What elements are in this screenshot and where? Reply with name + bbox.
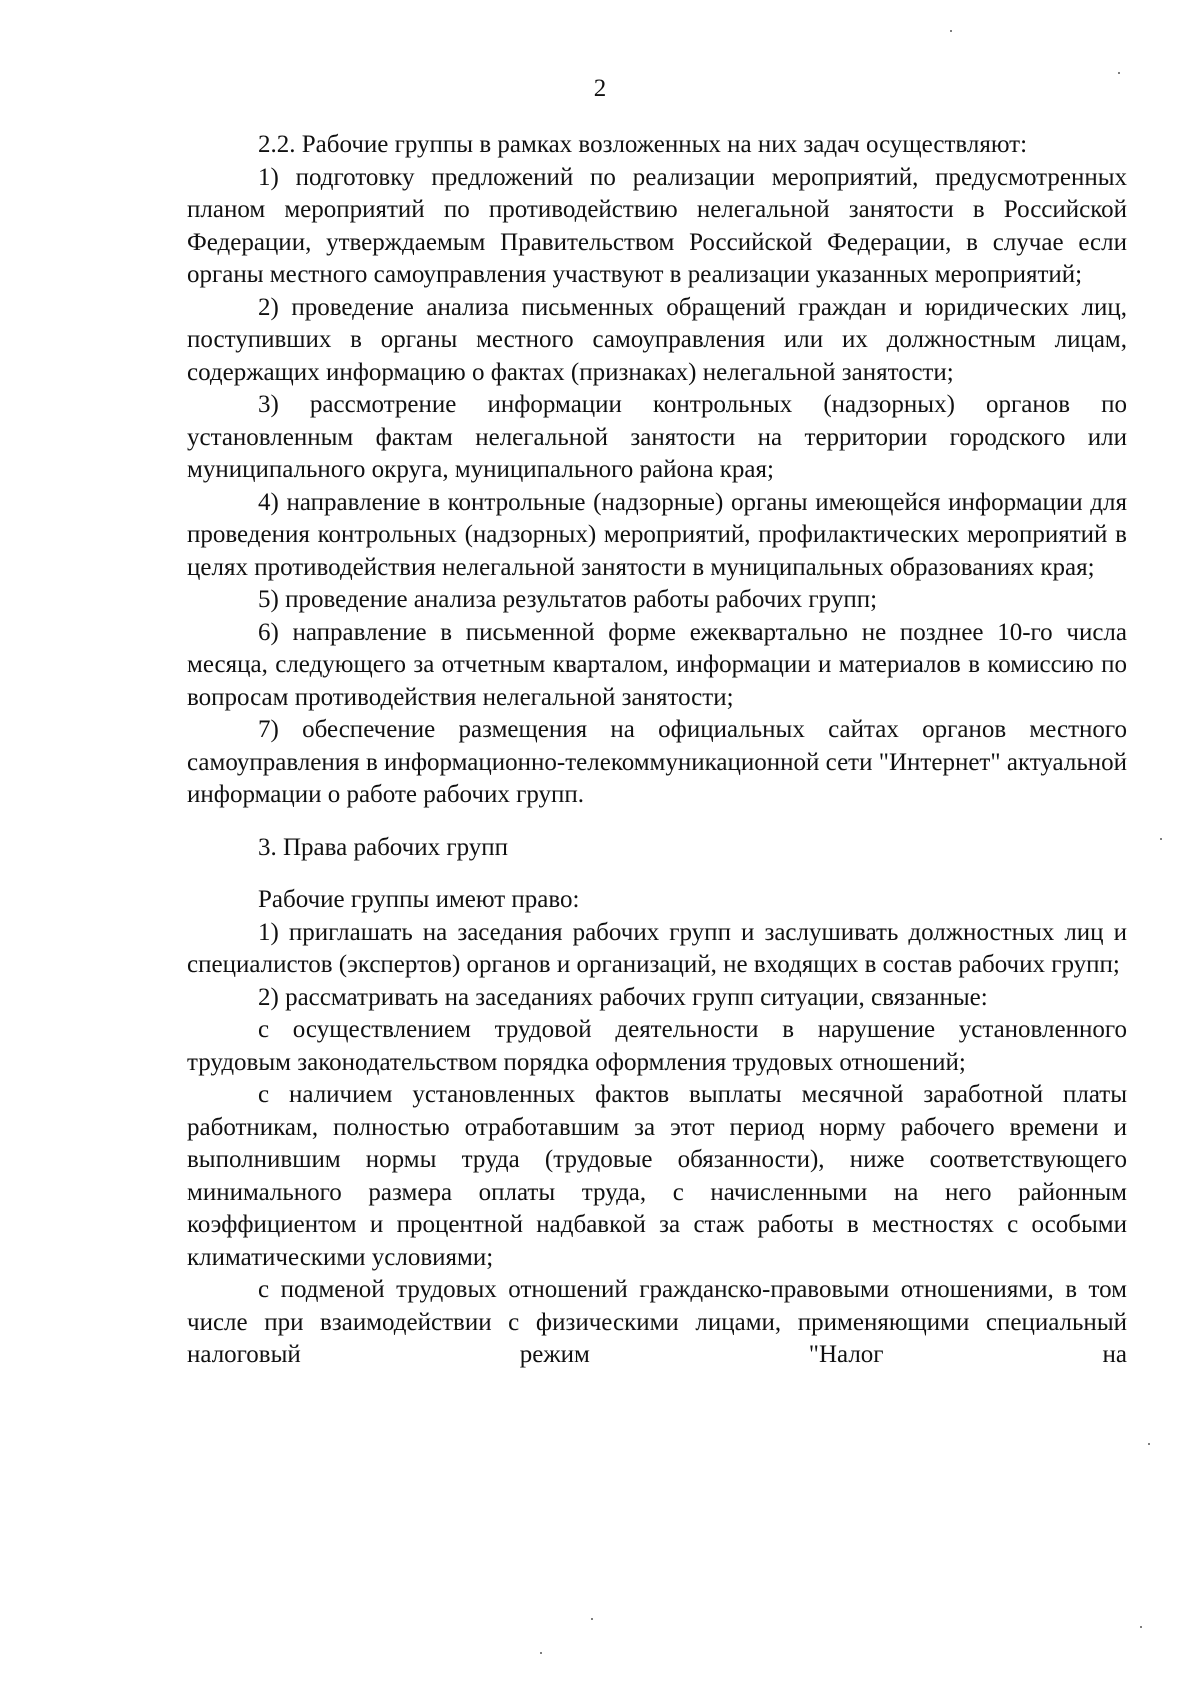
list-item-5: 5) проведение анализа результатов работы рабочих групп; <box>258 586 878 613</box>
list-item-4: 4) направление в контрольные (надзорные) органы имеющейся информации для проведения контрольных (надзорных) мероприятий, профилактических мероприятий в целях противодействия нелегальной занятости в муниципальных образованиях края; <box>187 488 1127 581</box>
page-number: 2 <box>593 75 607 102</box>
scan-speck <box>540 1652 542 1654</box>
rights-item-2: 2) рассматривать на заседаниях рабочих групп ситуации, связанные: <box>258 983 988 1011</box>
list-item-7: 7) обеспечение размещения на официальных сайтах органов местного самоуправления в информационно-телекоммуникационной сети "Интернет" актуальной информации о работе рабочих групп. <box>187 716 1127 808</box>
list-item-1: 1) подготовку предложений по реализации мероприятий, предусмотренных планом мероприятий по противодействию нелегальной занятости в Российской Федерации, утверждаемым Правительством Российской Федерации, в случае если органы местного самоуправления участвуют в реализации указанных мероприятий; <box>187 163 1127 288</box>
paragraph-2-2: 2.2. Рабочие группы в рамках возложенных на них задач осуществляют: <box>258 131 1028 158</box>
list-item-6: 6) направление в письменной форме ежеквартально не позднее 10-го числа месяца, следующего за отчетным кварталом, информации и материалов в комиссию по вопросам противодействия нелегальной занятости; <box>187 618 1127 711</box>
document-body <box>187 129 1127 1372</box>
rights-intro: Рабочие группы имеют право: <box>258 886 580 913</box>
scan-speck <box>1148 1443 1150 1445</box>
section-heading: 3. Права рабочих групп <box>258 833 509 861</box>
rights-subitem-1: с осуществлением трудовой деятельности в нарушение установленного трудовым законодательством порядка оформления трудовых отношений; <box>187 1016 1127 1076</box>
list-item-2: 2) проведение анализа письменных обращений граждан и юридических лиц, поступивших в органы местного самоуправления или их должностным лицам, содержащих информацию о фактах (признаках) нелегальной занятости; <box>187 293 1127 386</box>
scan-speck <box>950 30 952 32</box>
rights-item-1: 1) приглашать на заседания рабочих групп и заслушивать должностных лиц и специалистов (экспертов) органов и организаций, не входящих в состав рабочих групп; <box>187 918 1127 978</box>
rights-subitem-3: с подменой трудовых отношений гражданско-правовыми отношениями, в том числе при взаимодействии с физическими лицами, применяющими специальный налоговый режим "Налог на <box>187 1276 1127 1368</box>
rights-subitem-2: с наличием установленных фактов выплаты месячной заработной платы работникам, полностью отработавшим за этот период норму рабочего времени и выполнившим нормы труда (трудовые обязанности), ниже соответствующего минимального размера оплаты труда, с начисленными на него районным коэффициентом и процентной надбавкой за стаж работы в местностях с особыми климатическими условиями; <box>187 1081 1127 1271</box>
scan-speck <box>1118 72 1120 74</box>
scan-speck <box>1140 1626 1142 1628</box>
scan-speck <box>1160 838 1162 840</box>
list-item-3: 3) рассмотрение информации контрольных (надзорных) органов по установленным фактам нелегальной занятости на территории городского или муниципального округа, муниципального района края; <box>187 391 1127 483</box>
scan-speck <box>591 1618 593 1620</box>
